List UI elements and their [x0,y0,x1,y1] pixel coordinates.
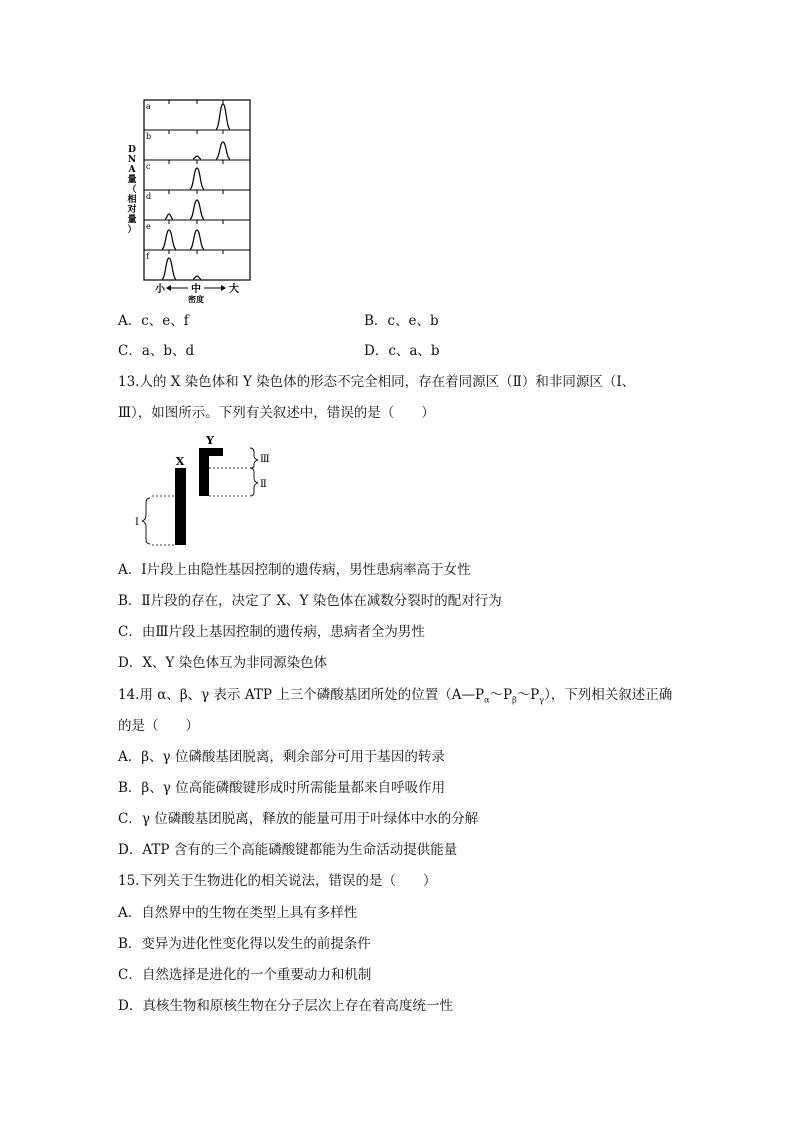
q14-option-c: C．γ 位磷酸基团脱离，释放的能量可用于叶绿体中水的分解 [118,811,479,827]
x-axis-arrowhead-right [221,285,226,291]
dna-peak-a-heavy [216,104,230,129]
x-axis-large: 大 [229,284,239,295]
q13-option-d: D．X、Y 染色体互为非同源染色体 [118,655,328,671]
row-label-e: e [146,222,151,231]
dna-peak-f-mid [193,276,201,279]
dna-peak-d-mid [190,200,204,219]
label-i: Ⅰ [135,517,139,528]
q14-stem-suffix: ），下列相关叙述正确 [544,687,673,703]
x-axis-small: 小 [155,284,165,295]
sub-alpha: α [484,695,490,705]
dna-density-figure [118,96,258,304]
row-label-c: c [146,162,151,171]
q12-option-a: A．c、e、f [118,313,189,329]
brace-i [142,498,150,544]
label-x: X [175,455,185,468]
sub-gamma: γ [539,695,545,705]
brace-ii [250,468,258,496]
brace-iii [250,448,258,468]
q12-option-b: B．c、e、b [364,313,439,329]
y-chromosome-hook [199,448,223,456]
tilde-1: ～P [489,687,513,703]
x-chromosome [175,468,186,545]
dna-peak-d-light [165,214,173,219]
sub-beta: β [512,695,517,705]
q13-option-b: B．Ⅱ片段的存在，决定了 X、Y 染色体在减数分裂时的配对行为 [118,593,502,609]
q15-option-d: D．真核生物和原核生物在分子层次上存在着高度统一性 [118,998,453,1014]
x-axis-arrowhead-left [166,285,171,291]
dna-peak-e-mid [190,230,204,249]
q14-stem-line1 [118,686,672,710]
dna-peak-c-mid [190,168,204,189]
q14-option-a: A．β、γ 位磷酸基团脱离，剩余部分可用于基因的转录 [118,749,445,765]
q15-stem: 15.下列关于生物进化的相关说法，错误的是（ ） [118,873,437,889]
q13-stem-line1: 13.人的 X 染色体和 Y 染色体的形态不完全相同，存在着同源区（Ⅱ）和非同源区（Ⅰ、 [118,374,636,390]
dna-peak-b-heavy [216,142,230,159]
label-y: Y [206,434,214,447]
row-label-d: d [146,192,152,201]
q13-stem-line2: Ⅲ），如图所示。下列有关叙述中，错误的是（ ） [118,405,435,421]
label-ii: Ⅱ [260,479,267,490]
label-iii: Ⅲ [260,454,270,465]
x-axis-mid: 中 [191,284,201,295]
dna-peak-f-light [162,258,176,279]
row-label-b: b [146,132,152,141]
row-label-a: a [146,102,151,111]
q13-option-a: A．Ⅰ片段上由隐性基因控制的遗传病，男性患病率高于女性 [118,562,471,578]
q12-option-d: D．c、a、b [364,343,440,359]
dna-peak-e-light [162,230,176,249]
q14-option-b: B．β、γ 位高能磷酸键形成时所需能量都来自呼吸作用 [118,780,446,796]
row-label-f: f [146,252,149,261]
tilde-2: ～P [516,687,540,703]
q12-option-c: C．a、b、d [118,343,195,359]
q15-option-c: C．自然选择是进化的一个重要动力和机制 [118,967,372,983]
x-axis-title: 密度 [188,294,204,304]
q14-option-d: D．ATP 含有的三个高能磷酸键都能为生命活动提供能量 [118,842,458,858]
q15-option-b: B．变异为进化性变化得以发生的前提条件 [118,936,371,952]
q13-option-c: C．由Ⅲ片段上基因控制的遗传病，患病者全为男性 [118,624,425,640]
y-axis-label: D N A 量（相对量） [127,145,137,235]
dna-peak-b-mid [193,156,201,159]
q14-stem-line2: 的是（ ） [118,718,199,734]
q14-stem-prefix: 14.用 α、β、γ 表示 ATP 上三个磷酸基团所处的位置（A—P [118,687,485,703]
xy-chromosome-figure [132,434,282,552]
q15-option-a: A．自然界中的生物在类型上具有多样性 [118,905,358,921]
